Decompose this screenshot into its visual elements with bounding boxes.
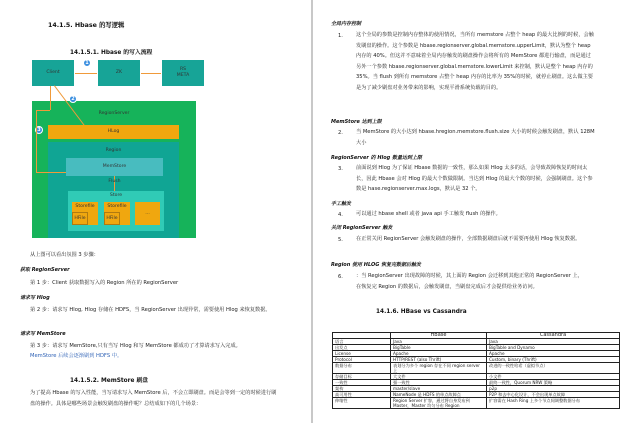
memstore-hdfs-link[interactable]: MemStore 后续会逐渐刷到 HDFS 中。	[30, 353, 123, 359]
step-2-badge: 2	[69, 95, 77, 103]
cassandra-cell: 改进的一致性哈希（虚拟节点）	[487, 363, 620, 374]
row-label: Protocol	[333, 357, 391, 363]
zk-meta-arrow	[141, 73, 161, 74]
step-3-label: 请求写 MemStore	[20, 331, 66, 337]
hbase-vs-cassandra-table	[332, 332, 620, 409]
table-row	[333, 363, 620, 374]
item-4-text: 可以通过 hbase shell 或者 java api 手工触发 flush 的操作。	[356, 211, 501, 217]
item-1-text: 这个全局的参数是控制内存整体的使用情况，当所有 memstore 占整个 heap 的最大比例的时候，会触发刷盘的操作。这个参数是 hbase.regionserver.global.memstore.upperLimit，默认为整个 heap 内存的 40%。但这并不意味着全局内存触发的刷盘操作会将所有的 MemStore 都进行输盘，而是通过另外一个参数 hbase.regionserver.global.memstore.lowerLimit 来控制，默认是整个 heap 内存的 35%。当 flush 到所有 memstore 占整个 heap 内存的比率为 35%的时候，就停止刷盘。这么做主要是为了减少刷盘对业务带来的影响，实现平滑系统负载的目的。	[356, 32, 594, 91]
group-6-label: Region 使用 HLOG 恢复完数据后触发	[331, 262, 422, 268]
cassandra-cell: Java	[487, 339, 620, 345]
hbase-cell: 表划分为多个 region 存在不同 region server 上	[391, 363, 487, 374]
hbase-cell: NameNode 是 HDFS 的单点故障点	[391, 392, 487, 398]
header-cell: Cassandra	[487, 333, 620, 339]
section-heading: 14.1.5. Hbase 的写逻辑	[48, 22, 125, 29]
header-cell: HBase	[391, 333, 487, 339]
item-1-number: 1.	[338, 33, 343, 39]
cassandra-cell: BigTable and Dynamo	[487, 345, 620, 351]
hfile-box-2: HFile	[104, 212, 120, 225]
memstore-box: MemStore	[66, 158, 163, 176]
item-6-text: ：当 RegionServer 出现故障的时候，其上面的 Region 会迁移到其他正常的 RegionServer 上，在恢复完 Region 的数据后，会触发刷盘，当刷盘完成后才会提供给业务访问。	[356, 273, 583, 290]
group-2-label: MemStore 达到上限	[331, 119, 382, 125]
step-3-text: 第 3 步：请求写 MemStore,只有当写 Hlog 和写 MemStore 都成功了才算请求写入完成。	[30, 343, 241, 349]
hfile-box-1: HFile	[72, 212, 88, 225]
item-6-number: 6.	[338, 274, 343, 280]
row-label: 一致性	[333, 380, 391, 386]
hbase-cell: Java	[391, 339, 487, 345]
item-5-number: 5.	[338, 237, 343, 243]
hbase-cell: BigTable	[391, 345, 487, 351]
cassandra-cell: P2P 和去中心化设计，不会出现单点故障	[487, 392, 620, 398]
row-label: 存储目标	[333, 374, 391, 380]
step-1-label: 获取 RegionServer	[20, 267, 70, 273]
item-4-number: 4.	[338, 212, 343, 218]
cassandra-cell: 扩容需在 Hash Ring 上多个节点间调整数据分布	[487, 398, 620, 409]
storefile-label-1: Storefile	[75, 204, 95, 209]
store-label: Store	[109, 193, 123, 198]
zk-box: ZK	[98, 60, 140, 86]
left-page	[0, 0, 311, 423]
more-storefiles-box: …	[135, 202, 160, 225]
group-3-label: RegionServer 的 Hlog 数量达到上限	[331, 155, 422, 161]
row-label: 出发点	[333, 345, 391, 351]
regionserver-label: RegionServer	[98, 111, 130, 116]
cassandra-cell: 小文件	[487, 374, 620, 380]
subsection-2-heading: 14.1.5.2. MemStore 刷盘	[70, 378, 149, 384]
step-2-label: 请求写 Hlog	[20, 295, 50, 301]
subsection-heading: 14.1.5.1. Hbase 的写入流程	[70, 50, 153, 56]
group-1-label: 全局内存控制	[331, 21, 362, 27]
comparison-heading: 14.1.6. HBase vs Cassandra	[376, 309, 467, 315]
hbase-cell: 大文件	[391, 374, 487, 380]
row-label: 语言	[333, 339, 391, 345]
intro-text: 从上图可以看出氛围 3 步骤：	[30, 252, 99, 258]
cassandra-cell: 最终一致性，Quorum NRW 策略	[487, 380, 620, 386]
step-3-arrow-vertical	[36, 110, 37, 172]
client-zk-arrow	[75, 73, 97, 74]
hbase-cell: Region Server 扩容，通过将自身发布到 Master，Master 均匀分布 Region	[391, 398, 487, 409]
client-up-arrow	[50, 86, 51, 110]
item-5-text: 在正常关闭 RegionServer 会触发刷盘的操作，全部数据刷盘后就不需要再使用 Hlog 恢复数据。	[356, 236, 581, 242]
right-page	[313, 0, 640, 423]
meta-label: META	[176, 73, 190, 78]
row-label: 数据分布	[333, 363, 391, 374]
step-3-arrow-top	[36, 110, 50, 111]
step-3-badge: 3	[35, 126, 43, 134]
group-5-label: 关闭 RegionServer 触发	[331, 225, 393, 231]
hbase-cell: HTTP/REST (also Thrift)	[391, 357, 487, 363]
hbase-cell: 强一致性	[391, 380, 487, 386]
row-label: License	[333, 351, 391, 357]
item-3-text: 前面说到 Hlog 为了保证 Hbase 数据的一致性，那么如果 Hlog 太多的话，会导致故障恢复的时间太长，因此 Hbase 会对 Hlog 的最大个数做限制。当达到 Hlog 的最大个数的时候，会强制刷盘。这个参数是 hase.regionserver.max.logs，默认是 32 个。	[356, 165, 593, 192]
hbase-cell: master/slave	[391, 386, 487, 392]
step-2-text: 第 2 步：请求写 Hlog, Hlog 存储在 HDFS，当 RegionServer 出现异常，需要使用 Hlog 来恢复数据。	[30, 307, 271, 313]
storefile-label-2: Storefile	[107, 204, 127, 209]
row-label: 伸缩性	[333, 398, 391, 409]
subsection-2-text: 为了提高 Hbase 的写入性能，当写请求写入 MemStore 后，不会立即刷盘。而是会等到一定的时候进行刷盘的操作。具体是哪些场景会触发刷盘的操作呢？总结成如下的几个场景：	[30, 390, 277, 407]
row-label: 高可用性	[333, 392, 391, 398]
step-1-text: 第 1 步：Client 获取数据写入的 Region 所在的 RegionServer	[30, 280, 179, 286]
table-row	[333, 398, 620, 409]
hbase-cell: Apache	[391, 351, 487, 357]
rs-label: RS	[179, 67, 187, 72]
region-label: Region	[105, 148, 122, 153]
step-3-arrow-horizontal	[36, 172, 66, 173]
row-label: 架构	[333, 386, 391, 392]
hbase-write-flow-diagram	[32, 58, 207, 238]
client-box: Client	[32, 60, 74, 86]
item-2-number: 2.	[338, 130, 343, 136]
cassandra-cell: Custom, binary (Thrift)	[487, 357, 620, 363]
rs-meta-box	[162, 60, 204, 86]
hlog-box: HLog	[48, 125, 179, 139]
step-1-badge: 1	[83, 59, 91, 67]
item-3-number: 3.	[338, 166, 343, 172]
cassandra-cell: p2p	[487, 386, 620, 392]
group-4-label: 手工触发	[331, 201, 352, 207]
flush-label: Flush	[108, 179, 121, 184]
cassandra-cell: Apache	[487, 351, 620, 357]
item-2-text: 当 MemStore 的大小达到 hbase.hregion.memstore.flush.size 大小的时候会触发刷盘，默认 128M 大小	[356, 129, 595, 146]
